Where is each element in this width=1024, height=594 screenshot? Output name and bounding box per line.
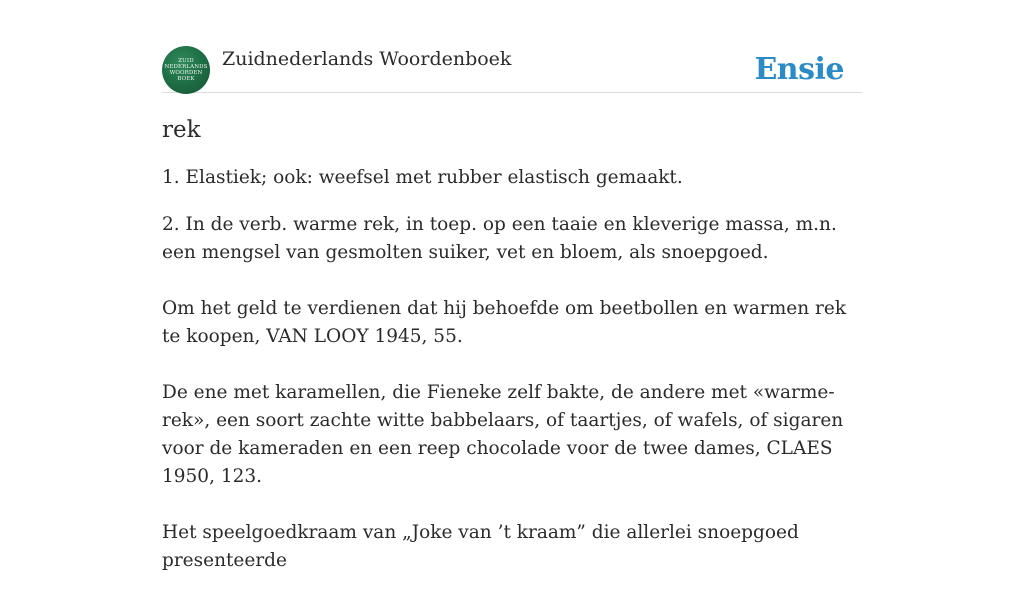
dictionary-name[interactable]: Zuidnederlands Woordenboek: [222, 48, 512, 70]
definition-1: 1. Elastiek; ook: weefsel met rubber elastisch gemaakt.: [162, 167, 683, 188]
definition-2: 2. In de verb. warme rek, in toep. op een taaie en kleverige massa, m.n. een mengsel van gesmolten suiker, vet en bloem, als snoepgoed.: [162, 214, 837, 263]
logo-line: BOEK: [177, 76, 195, 82]
quote-1: Om het geld te verdienen dat hij behoefde om beetbollen en warmen rek te koopen, VAN LOOY 1945, 55.: [162, 298, 847, 347]
logo-line: WOORDEN: [169, 70, 203, 76]
logo-line: NEDERLANDS: [164, 64, 208, 70]
entry-headword: rek: [162, 117, 201, 143]
quote-2: De ene met karamellen, die Fieneke zelf bakte, de andere met «warme-rek», een soort zachte witte babbelaars, of taartjes, of wafels, of sigaren voor de kameraden en een reep chocolade voor de twee dames, CLAES 1950, 123.: [162, 382, 844, 487]
site-header: [162, 46, 862, 93]
entry-content: [162, 114, 862, 594]
dictionary-logo[interactable]: [162, 46, 210, 94]
quote-3: Het speelgoedkraam van „Joke van ’t kraam” die allerlei snoepgoed presenteerde: [162, 522, 799, 571]
ensie-brand-logo[interactable]: Ensie: [754, 52, 844, 87]
logo-line: ZUID: [178, 58, 194, 64]
